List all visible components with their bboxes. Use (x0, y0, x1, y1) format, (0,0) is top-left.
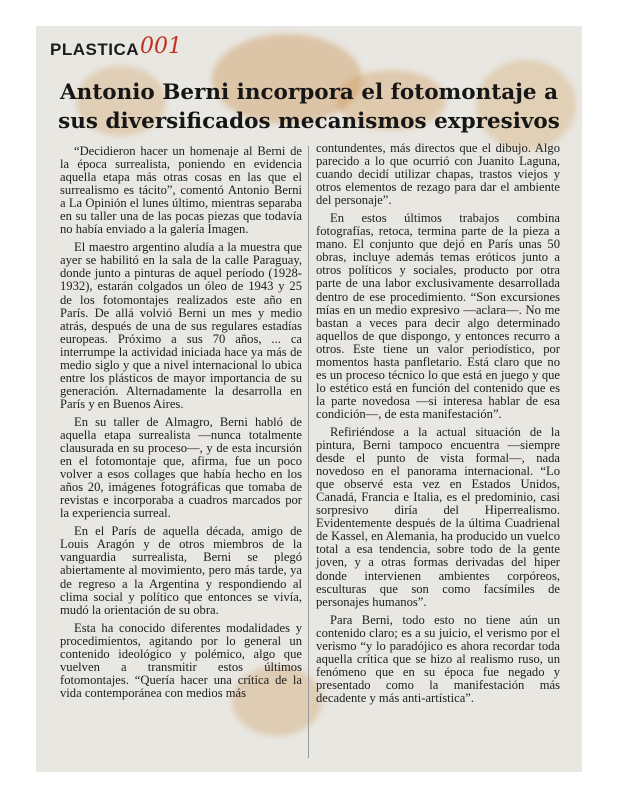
paragraph: En el París de aquella década, amigo de Louis Aragón y de otros miembros de la vanguardia surrealista, Berni se plegó abiertamente al movimiento, pero más tarde, ya de regreso a la Argentina y respondiendo al clima social y político que entonces se vivía, mudó la orientación de su obra. (60, 524, 302, 617)
headline (44, 78, 574, 136)
headline-line-1: Antonio Berni incorpora el fotomontaje a (60, 80, 558, 105)
handwritten-code: 001 (140, 34, 182, 59)
paragraph: En estos últimos trabajos combina fotografías, retoca, termina parte de la pieza a mano. El conjunto que dejó en París unas 50 obras, incluye además temas eróticos junto a otros políticos y sociales, producto por otra parte de una labor exclusivamente desarrollada dentro de ese procedimiento. “Son excursiones mías en un medio expresivo —aclara—. No me bastan a veces para decir algo determinado aquellos de que dispongo, y entonces recurro a otros. Este tiene un valor periodístico, por momentos hasta panfletario. Está claro que no es un proceso técnico lo que está en juego y que lo estético está en función del contenido que es la parte novedosa —si interesa hablar de esa condición—, de esta manifestación”. (316, 211, 560, 421)
article-column-right (316, 142, 560, 710)
paragraph: Esta ha conocido diferentes modalidades y procedimientos, agitando por lo general un contenido ideológico y polémico, algo que vuelven a transmitir estos últimos fotomontajes. “Quería hacer una crítica de la vida contemporánea con medios más (60, 620, 302, 700)
paragraph: En su taller de Almagro, Berni habló de aquella etapa surrealista —nunca totalmente clausurada en su proceso—, y de esta incursión en el fotomontaje que, afirma, fue un poco volver a esos collages que había hecho en los años 20, imágenes fotográficas que tomaba de revistas e incorporaba a cuadros marcados por la experiencia surreal. (60, 414, 302, 521)
headline-line-2: sus diversificados mecanismos expresivos (58, 109, 560, 134)
paragraph: Para Berni, todo esto no tiene aún un contenido claro; es a su juicio, el verismo por el verismo “y lo paradójico es ahora recordar toda aquella crítica que se hizo al realismo ruso, un fenómeno que en su época fue negado y presentado como la manifestación más decadente y más anti-artística”. (316, 612, 560, 705)
paragraph: contundentes, más directos que el dibujo. Algo parecido a lo que ocurrió con Juanito Laguna, cuando decidí utilizar chapas, trastos viejos y otros elementos de rezago para dar el ambiente del personaje”. (316, 141, 560, 208)
section-label: PLASTICA (50, 40, 139, 59)
paragraph: Refiriéndose a la actual situación de la pintura, Berni tampoco encuentra —siempre desde el punto de vista formal—, nada novedoso en el panorama internacional. “Lo que observé esta vez en Estados Unidos, Canadá, Francia e Italia, es el predominio, casi sorpresivo diría del Hiperrealismo. Evidentemente después de la última Cuadrienal de Kassel, en Alemania, ha producido un vuelco total a esa tendencia, sobre todo de la gente joven, y a otras formas derivadas del hiper donde intervienen ambientes corpóreos, esculturas que son como facsímiles de personajes humanos”. (316, 424, 560, 609)
article-column-left (60, 145, 302, 705)
paragraph: El maestro argentino aludía a la muestra que ayer se habilitó en la sala de la calle Paraguay, donde junto a pinturas de aquel período (1928-1932), estarán colgados un óleo de 1943 y 25 de los fotomontajes realizados este año en París. De allá volvió Berni un mes y medio atrás, después de una de sus regulares estadías europeas. Próximo a sus 70 años, ... ca interrumpe la actividad iniciada hace ya más de medio siglo y que a nivel internacional lo ubica entre los plásticos de mayor importancia de su generación. Alternadamente la desarrolla en París y en Buenos Aires. (60, 240, 302, 411)
column-divider (308, 146, 309, 758)
paragraph: “Decidieron hacer un homenaje al Berni de la época surrealista, poniendo en evidencia aquella etapa más otras cosas en las que el surrealismo es tácito”, comentó Antonio Berni a La Opinión el lunes último, mientras separaba en su taller una de las pocas piezas que todavía no había enviado a la galería Imagen. (60, 144, 302, 237)
